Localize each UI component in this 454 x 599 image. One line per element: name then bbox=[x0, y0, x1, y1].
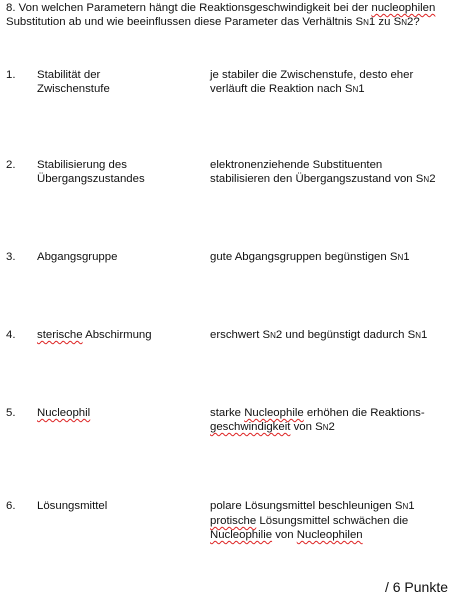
item-answer: polare Lösungsmittel beschleunigen SN1 protische Lösungsmittel schwächen die Nucleophilie von Nucleophilen bbox=[210, 500, 415, 541]
spellcheck-word: Nucleophilie bbox=[210, 529, 273, 541]
spellcheck-word: Nucleophilen bbox=[296, 529, 363, 541]
item-number: 4. bbox=[6, 329, 16, 341]
item-answer: elektronenziehende Substituenten stabilisieren den Übergangszustand von SN2 bbox=[210, 159, 436, 185]
item-number: 1. bbox=[6, 69, 16, 81]
item-answer: gute Abgangsgruppen begünstigen SN1 bbox=[210, 251, 410, 263]
item-term: Nucleophil bbox=[37, 407, 91, 419]
spellcheck-word: geschwindigkeit bbox=[210, 421, 291, 433]
item-term: sterische Abschirmung bbox=[37, 329, 152, 341]
item-number: 2. bbox=[6, 159, 16, 171]
item-number: 6. bbox=[6, 500, 16, 512]
item-term: Stabilität der Zwischenstufe bbox=[37, 69, 110, 95]
item-number: 3. bbox=[6, 251, 16, 263]
item-answer: starke Nucleophile erhöhen die Reaktions- geschwindigkeit von SN2 bbox=[210, 407, 425, 433]
score-label: / 6 Punkte bbox=[384, 579, 448, 595]
spellcheck-word: sterische bbox=[37, 329, 83, 341]
item-answer: erschwert SN2 und begünstigt dadurch SN1 bbox=[210, 329, 428, 341]
question-text: 8. Von welchen Parametern hängt die Reaktionsgeschwindigkeit bei der nucleophilen Substitution ab und wie beeinflussen diese Parameter das Verhältnis SN1 zu SN2? bbox=[6, 2, 436, 28]
spellcheck-word: nucleophilen bbox=[371, 2, 436, 14]
item-term: Abgangsgruppe bbox=[37, 251, 118, 263]
item-number: 5. bbox=[6, 407, 16, 419]
item-term: Lösungsmittel bbox=[37, 500, 108, 512]
spellcheck-word: protische bbox=[210, 515, 257, 527]
item-answer: je stabiler die Zwischenstufe, desto eher verläuft die Reaktion nach SN1 bbox=[210, 69, 414, 95]
spellcheck-word: Nucleophile bbox=[244, 407, 304, 419]
item-term: Stabilisierung des Übergangszustandes bbox=[37, 159, 145, 185]
